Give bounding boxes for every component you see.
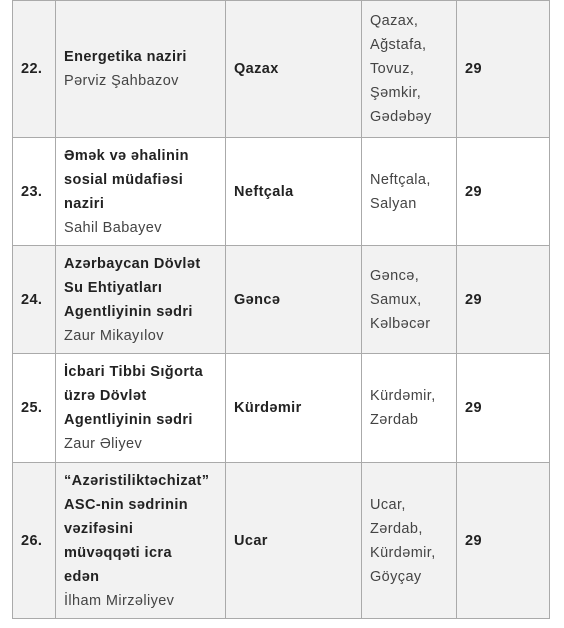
region-name: Gəncə, (370, 267, 420, 284)
region-name: Gədəbəy (370, 109, 432, 125)
district-cell: Qazax (226, 1, 362, 138)
region-name: Neftçala, (370, 171, 431, 188)
region-name: Zərdab (370, 412, 419, 428)
region-name: Ağstafa, (370, 37, 427, 53)
region-name: Zərdab, (370, 520, 423, 537)
row-number: 22. (13, 1, 56, 138)
table-row (13, 463, 550, 619)
region-name: Ucar, (370, 496, 406, 513)
position-title: “Azəristiliktəchizat” (64, 472, 210, 489)
row-number: 25. (13, 354, 56, 463)
position-title: İcbari Tibbi Sığorta (64, 364, 204, 380)
position-title: naziri (64, 195, 105, 212)
region-name: Şəmkir, (370, 85, 422, 101)
regions-cell (362, 138, 457, 246)
regions-cell (362, 354, 457, 463)
position-cell (56, 463, 226, 619)
score-cell: 29 (457, 354, 550, 463)
score-cell: 29 (457, 138, 550, 246)
person-name: İlham Mirzəliyev (64, 592, 175, 609)
position-cell (56, 246, 226, 354)
table-row (13, 354, 550, 463)
regions-cell (362, 463, 457, 619)
position-title: edən (64, 568, 100, 585)
table-row (13, 246, 550, 354)
district-cell: Gəncə (226, 246, 362, 354)
score-cell: 29 (457, 1, 550, 138)
region-name: Qazax, (370, 13, 419, 29)
score-cell: 29 (457, 463, 550, 619)
regions-cell (362, 1, 457, 138)
position-title: Agentliyinin sədri (64, 303, 193, 320)
region-name: Göyçay (370, 568, 422, 585)
score-cell: 29 (457, 246, 550, 354)
person-name: Sahil Babayev (64, 219, 162, 236)
person-name: Zaur Mikayılov (64, 327, 164, 344)
position-title: müvəqqəti icra (64, 544, 172, 561)
region-name: Salyan (370, 195, 417, 212)
person-name: Zaur Əliyev (64, 436, 143, 452)
officials-table-container (12, 0, 549, 619)
position-title: Energetika naziri (64, 49, 187, 65)
position-cell (56, 354, 226, 463)
position-title: Azərbaycan Dövlət (64, 255, 201, 272)
position-cell (56, 138, 226, 246)
officials-table (12, 0, 550, 619)
position-title: sosial müdafiəsi (64, 171, 184, 188)
district-cell: Ucar (226, 463, 362, 619)
district-cell: Kürdəmir (226, 354, 362, 463)
region-name: Samux, (370, 291, 422, 308)
region-name: Kəlbəcər (370, 315, 431, 332)
position-cell (56, 1, 226, 138)
position-title: Su Ehtiyatları (64, 279, 163, 296)
region-name: Kürdəmir, (370, 388, 436, 404)
position-title: Əmək və əhalinin (64, 147, 189, 164)
position-title: vəzifəsini (64, 520, 134, 537)
row-number: 23. (13, 138, 56, 246)
row-number: 24. (13, 246, 56, 354)
regions-cell (362, 246, 457, 354)
district-cell: Neftçala (226, 138, 362, 246)
table-row (13, 138, 550, 246)
position-title: ASC-nin sədrinin (64, 496, 189, 513)
position-title: üzrə Dövlət (64, 388, 147, 404)
person-name: Pərviz Şahbazov (64, 73, 179, 89)
region-name: Tovuz, (370, 61, 415, 77)
table-row (13, 1, 550, 138)
region-name: Kürdəmir, (370, 544, 436, 561)
row-number: 26. (13, 463, 56, 619)
position-title: Agentliyinin sədri (64, 412, 193, 428)
